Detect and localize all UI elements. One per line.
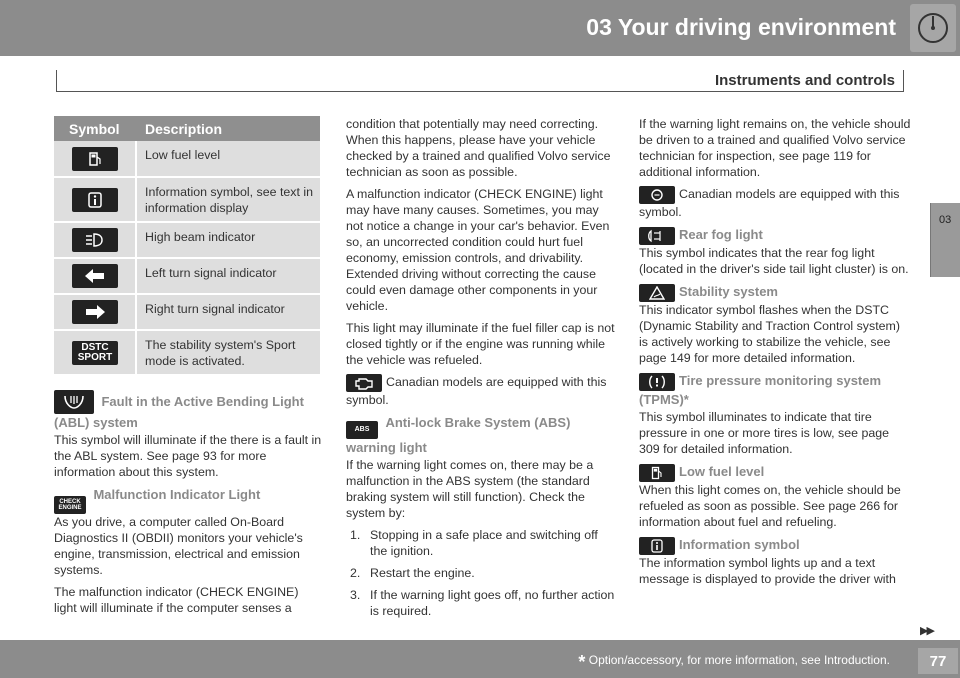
rear-fog-icon bbox=[639, 227, 675, 245]
footer-band bbox=[0, 640, 960, 678]
column-3 bbox=[639, 116, 911, 593]
abs-body: If the warning light comes on, there may be a malfunction in the ABS system (the standard braking system will still function). Check the system by: bbox=[346, 458, 594, 520]
abl-heading: Fault in the Active Bending Light (ABL) system bbox=[54, 390, 322, 432]
steps-list bbox=[346, 527, 616, 619]
mil-heading: CHECK ENGINE Malfunction Indicator Light bbox=[54, 486, 322, 514]
abs-icon: ABS bbox=[346, 421, 378, 439]
paragraph: This light may illuminate if the fuel filler cap is not closed tightly or if the engine was running while the vehicle was refueled. bbox=[346, 321, 615, 367]
table-row bbox=[54, 177, 320, 222]
tpms-body: This symbol illuminates to indicate that tire pressure in one or more tires is low, see page 309 for detailed information. bbox=[639, 410, 890, 456]
stability-icon bbox=[639, 284, 675, 302]
abl-body: This symbol will illuminate if the there is a fault in the ABL system. See page 93 for more information about this system. bbox=[54, 433, 322, 479]
tire-pressure-icon bbox=[639, 373, 675, 391]
table-row bbox=[54, 330, 320, 375]
chapter-side-tab[interactable] bbox=[930, 203, 960, 277]
check-engine-icon: CHECK ENGINE bbox=[54, 496, 86, 514]
fog-heading: Rear fog light bbox=[639, 226, 911, 245]
fuel-icon bbox=[639, 464, 675, 482]
table-row bbox=[54, 222, 320, 258]
footer-note: * Option/accessory, for more information, see Introduction. bbox=[578, 652, 890, 672]
section-title: Instruments and controls bbox=[714, 72, 895, 89]
dstc-sport-icon: DSTC SPORT bbox=[72, 341, 118, 365]
high-beam-icon bbox=[72, 228, 118, 252]
table-row bbox=[54, 141, 320, 177]
info-heading: Information symbol bbox=[639, 536, 911, 555]
table-cell-description: Left turn signal indicator bbox=[136, 258, 320, 294]
mil-body: As you drive, a computer called On-Board Diagnostics II (OBDII) monitors your vehicle's engine, transmission, electrical and emission systems. bbox=[54, 515, 303, 577]
table-cell-description: Information symbol, see text in information display bbox=[136, 177, 320, 222]
table-row bbox=[54, 258, 320, 294]
table-cell-description: Low fuel level bbox=[136, 141, 320, 177]
canada-note: Canadian models are equipped with this symbol. bbox=[346, 375, 607, 407]
column-1 bbox=[54, 116, 322, 622]
mil-body-2: The malfunction indicator (CHECK ENGINE) light will illuminate if the computer senses a bbox=[54, 585, 299, 615]
engine-icon bbox=[346, 374, 382, 392]
paragraph: If the warning light remains on, the vehicle should be driven to a trained and qualified Volvo service technician for inspection, see page 119 for additional information. bbox=[639, 117, 911, 179]
abs-heading: ABS Anti-lock Brake System (ABS) warning light bbox=[346, 415, 571, 455]
info-icon bbox=[639, 537, 675, 555]
stability-body: This indicator symbol flashes when the DSTC (Dynamic Stability and Traction Control system) is actively working to stabilize the vehicle, see page 149 for more detailed information. bbox=[639, 303, 900, 365]
fuel-icon bbox=[72, 147, 118, 171]
fuel-heading: Low fuel level bbox=[639, 463, 911, 482]
table-cell-description: The stability system's Sport mode is activated. bbox=[136, 330, 320, 375]
list-item: 1. Stopping in a safe place and switching off the ignition. bbox=[350, 528, 598, 558]
table-header-description: Description bbox=[136, 116, 320, 141]
header-band bbox=[0, 0, 960, 56]
table-row bbox=[54, 294, 320, 330]
side-tab-label: 03 bbox=[939, 214, 952, 226]
bending-light-icon bbox=[54, 390, 94, 414]
canada-note: Canadian models are equipped with this symbol. bbox=[639, 187, 900, 219]
table-cell-description: High beam indicator bbox=[136, 222, 320, 258]
section-header bbox=[56, 70, 904, 92]
gauge-icon bbox=[910, 4, 956, 52]
table-cell-description: Right turn signal indicator bbox=[136, 294, 320, 330]
fuel-body: When this light comes on, the vehicle should be refueled as soon as possible. See page 266 for information about fuel and refueling. bbox=[639, 483, 901, 529]
fog-body: This symbol indicates that the rear fog light (located in the driver's side tail light cluster) is on. bbox=[639, 246, 909, 276]
circle-symbol-icon bbox=[639, 186, 675, 204]
symbol-table bbox=[54, 116, 320, 376]
list-item: 3. If the warning light goes off, no further action is required. bbox=[350, 588, 615, 618]
stability-heading: Stability system bbox=[639, 283, 911, 302]
table-header-symbol: Symbol bbox=[54, 116, 136, 141]
paragraph: A malfunction indicator (CHECK ENGINE) light may have many causes. Sometimes, you may not notice a change in your car's behavior. Even so, an uncorrected condition could hurt fuel economy, emission controls, and drivability. Extended driving without correcting the cause could even damage other components in your vehicle. bbox=[346, 187, 610, 313]
info-body: The information symbol lights up and a text message is displayed to provide the driver with bbox=[639, 556, 896, 586]
left-arrow-icon bbox=[72, 264, 118, 288]
paragraph: condition that potentially may need correcting. When this happens, please have your vehicle checked by a trained and qualified Volvo service technician as soon as possible. bbox=[346, 117, 611, 179]
list-item: 2. Restart the engine. bbox=[350, 566, 475, 580]
right-arrow-icon bbox=[72, 300, 118, 324]
continue-arrows-icon: ▶▶ bbox=[920, 625, 933, 637]
tpms-heading: Tire pressure monitoring system (TPMS)* bbox=[639, 373, 882, 407]
column-2 bbox=[346, 116, 616, 625]
info-icon bbox=[72, 188, 118, 212]
page-number: 77 bbox=[918, 648, 958, 674]
chapter-title: 03 Your driving environment bbox=[586, 14, 896, 40]
